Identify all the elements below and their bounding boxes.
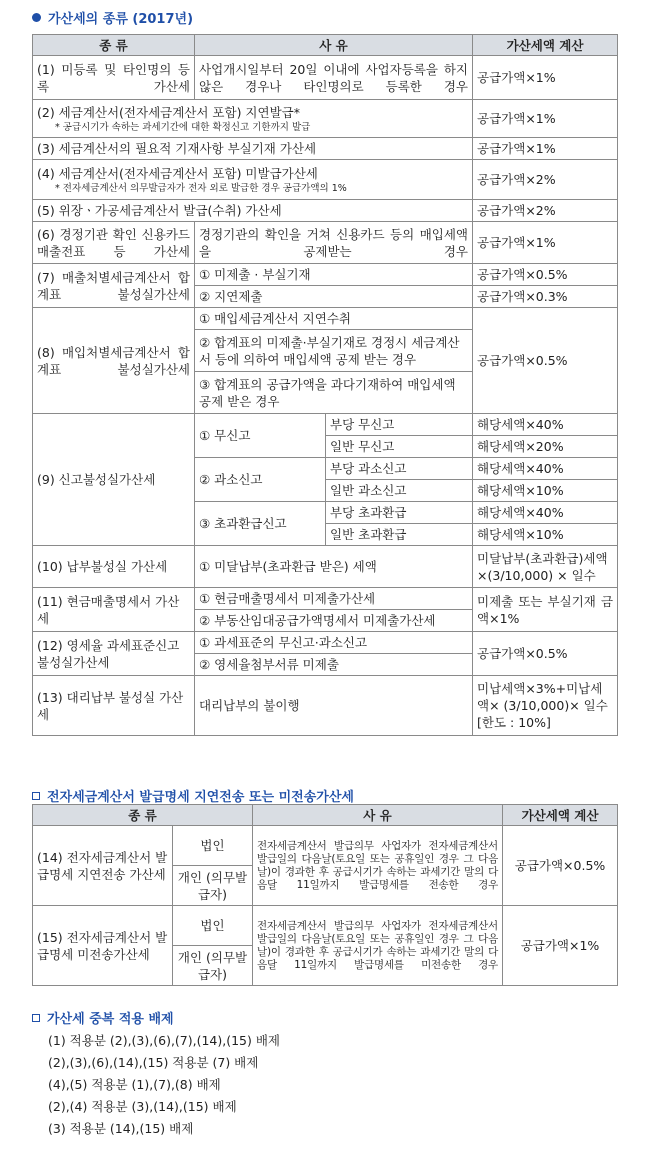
row13-calc: 미납세액×3%+미납세액× (3/10,000)× 일수 — [477, 681, 608, 713]
row4-calc: 공급가액×2% — [473, 160, 618, 200]
row6-calc: 공급가액×1% — [473, 222, 618, 264]
row1-type: (1) 미등록 및 타인명의 등록 가산세 — [33, 56, 195, 100]
row15-entity1: 법인 — [173, 906, 253, 946]
header-type: 종 류 — [33, 805, 253, 826]
row9-g1-calc2: 해당세액×20% — [473, 436, 618, 458]
row15-type: (15) 전자세금계산서 발급명세 미전송가산세 — [33, 906, 173, 986]
list-item: (2),(3),(6),(14),(15) 적용분 (7) 배제 — [48, 1055, 259, 1070]
row10-reason: ① 미달납부(초과환급 받은) 세액 — [195, 546, 473, 588]
row10-calc: 미달납부(초과환급)세액×(3/10,000) × 일수 — [473, 546, 618, 588]
header-calc: 가산세액 계산 — [503, 805, 618, 826]
row4-reason: (4) 세금계산서(전자세금계산서 포함) 미발급가산세 — [37, 165, 318, 181]
row9-g2-kind1: 부당 과소신고 — [326, 458, 473, 480]
list-item: (4),(5) 적용분 (1),(7),(8) 배제 — [48, 1077, 221, 1092]
row12-type: (12) 영세율 과세표준신고 불성실가산세 — [33, 632, 195, 676]
row9-group1-label: ① 무신고 — [195, 414, 326, 458]
exclusion-list — [48, 1030, 280, 1140]
table-row — [33, 906, 618, 946]
row14-entity2: 개인 (의무발급자) — [173, 866, 253, 906]
table-row — [33, 826, 618, 866]
section1-title — [32, 8, 193, 27]
row8-calc: 공급가액×0.5% — [473, 308, 618, 414]
row2-reason: (2) 세금계산서(전자세금계산서 포함) 지연발급* — [37, 104, 300, 120]
section3-title — [32, 1008, 174, 1027]
section2-title-text: 전자세금계산서 발급명세 지연전송 또는 미전송가산세 — [47, 790, 354, 805]
row11-sub1: ① 현금매출명세서 미제출가산세 — [195, 588, 473, 610]
table-row — [33, 414, 618, 436]
row2-reason-cell — [33, 100, 473, 138]
row8-sub2: ② 합계표의 미제출·부실기재로 경정시 세금계산서 등에 의하여 매입세액 공제 받는 경우 — [195, 330, 473, 372]
row7-sub1-calc: 공급가액×0.5% — [473, 264, 618, 286]
row9-g2-calc1: 해당세액×40% — [473, 458, 618, 480]
row9-g1-kind2: 일반 무신고 — [326, 436, 473, 458]
section3-title-text: 가산세 중복 적용 배제 — [47, 1012, 174, 1027]
row14-calc: 공급가액×0.5% — [503, 826, 618, 906]
row9-group2-label: ② 과소신고 — [195, 458, 326, 502]
row1-reason: 사업개시일부터 20일 이내에 사업자등록을 하지 않은 경우나 타인명의로 등록한 경우 — [195, 56, 473, 100]
list-item: (3) 적용분 (14),(15) 배제 — [48, 1121, 194, 1136]
list-item: (2),(4) 적용분 (3),(14),(15) 배제 — [48, 1099, 237, 1114]
table-row — [33, 200, 618, 222]
table-row — [33, 308, 618, 330]
table-row — [33, 138, 618, 160]
table-row — [33, 222, 618, 264]
table-row — [33, 100, 618, 138]
penalty-tax-table — [32, 34, 618, 736]
row9-g3-kind1: 부당 초과환급 — [326, 502, 473, 524]
row8-sub1: ① 매입세금계산서 지연수취 — [195, 308, 473, 330]
header-reason: 사 유 — [253, 805, 503, 826]
row11-calc: 미제출 또는 부실기재 금액×1% — [473, 588, 618, 632]
row7-sub2-reason: ② 지연제출 — [195, 286, 473, 308]
row15-entity2: 개인 (의무발급자) — [173, 946, 253, 986]
row5-reason: (5) 위장ㆍ가공세금계산서 발급(수취) 가산세 — [33, 200, 473, 222]
row9-g2-calc2: 해당세액×10% — [473, 480, 618, 502]
row11-sub2: ② 부동산임대공급가액명세서 미제출가산세 — [195, 610, 473, 632]
square-bullet-icon — [32, 792, 40, 800]
row6-type: (6) 경정기관 확인 신용카드 매출전표 등 가산세 — [33, 222, 195, 264]
row13-limit: [한도 : 10%] — [477, 715, 551, 730]
row8-sub3: ③ 합계표의 공급가액을 과다기재하여 매입세액 공제 받은 경우 — [195, 372, 473, 414]
square-bullet-icon — [32, 1014, 40, 1022]
row9-g3-kind2: 일반 초과환급 — [326, 524, 473, 546]
header-calc: 가산세액 계산 — [473, 35, 618, 56]
header-reason: 사 유 — [195, 35, 473, 56]
row3-calc: 공급가액×1% — [473, 138, 618, 160]
row2-calc: 공급가액×1% — [473, 100, 618, 138]
list-item: (1) 적용분 (2),(3),(6),(7),(14),(15) 배제 — [48, 1033, 281, 1048]
row14-entity1: 법인 — [173, 826, 253, 866]
table-header-row — [33, 35, 618, 56]
table-row — [33, 160, 618, 200]
row5-calc: 공급가액×2% — [473, 200, 618, 222]
table-row — [33, 676, 618, 736]
row9-g1-calc1: 해당세액×40% — [473, 414, 618, 436]
row9-g1-kind1: 부당 무신고 — [326, 414, 473, 436]
row6-reason: 경정기관의 확인을 거쳐 신용카드 등의 매입세액을 공제받는 경우 — [195, 222, 473, 264]
row4-reason-cell — [33, 160, 473, 200]
row7-sub1-reason: ① 미제출 · 부실기재 — [195, 264, 473, 286]
table-row — [33, 56, 618, 100]
header-type: 종 류 — [33, 35, 195, 56]
row13-type: (13) 대리납부 불성실 가산세 — [33, 676, 195, 736]
section1-title-text: 가산세의 종류 (2017년) — [48, 12, 194, 27]
row15-reason: 전자세금계산서 발급의무 사업자가 전자세금계산서 발급일의 다음날(토요일 또는 공휴일인 경우 그 다음날)이 경과한 후 공급시기가 속하는 과세기간 말의 다음달 11일까지 발급명세를 미전송한 경우 — [253, 906, 503, 986]
row11-type: (11) 현금매출명세서 가산세 — [33, 588, 195, 632]
table-row — [33, 546, 618, 588]
section2-title — [32, 786, 354, 805]
row12-sub2: ② 영세율첨부서류 미제출 — [195, 654, 473, 676]
e-invoice-penalty-table — [32, 804, 618, 986]
row9-g3-calc2: 해당세액×10% — [473, 524, 618, 546]
row12-calc: 공급가액×0.5% — [473, 632, 618, 676]
row9-g3-calc1: 해당세액×40% — [473, 502, 618, 524]
row7-type: (7) 매출처별세금계산서 합계표 불성실가산세 — [33, 264, 195, 308]
table-row — [33, 588, 618, 610]
row13-reason: 대리납부의 불이행 — [195, 676, 473, 736]
row15-calc: 공급가액×1% — [503, 906, 618, 986]
row4-note: * 전자세금계산서 의무발급자가 전자 외로 발급한 경우 공급가액의 1% — [55, 182, 347, 194]
row12-sub1: ① 과세표준의 무신고·과소신고 — [195, 632, 473, 654]
row7-sub2-calc: 공급가액×0.3% — [473, 286, 618, 308]
row3-reason: (3) 세금계산서의 필요적 기재사항 부실기재 가산세 — [33, 138, 473, 160]
row10-type: (10) 납부불성실 가산세 — [33, 546, 195, 588]
row9-g2-kind2: 일반 과소신고 — [326, 480, 473, 502]
bullet-dot-icon — [32, 13, 41, 22]
row14-type: (14) 전자세금계산서 발급명세 지연전송 가산세 — [33, 826, 173, 906]
table-row — [33, 264, 618, 286]
table-row — [33, 632, 618, 654]
row2-note: * 공급시기가 속하는 과세기간에 대한 확정신고 기한까지 발급 — [55, 121, 311, 133]
row14-reason: 전자세금계산서 발급의무 사업자가 전자세금계산서 발급일의 다음날(토요일 또는 공휴일인 경우 그 다음날)이 경과한 후 공급시기가 속하는 과세기간 말의 다음달 11일까지 발급명세를 전송한 경우 — [253, 826, 503, 906]
row9-group3-label: ③ 초과환급신고 — [195, 502, 326, 546]
row1-calc: 공급가액×1% — [473, 56, 618, 100]
row13-calc-cell — [473, 676, 618, 736]
table-header-row — [33, 805, 618, 826]
row8-type: (8) 매입처별세금계산서 합계표 불성실가산세 — [33, 308, 195, 414]
row9-type: (9) 신고불성실가산세 — [33, 414, 195, 546]
